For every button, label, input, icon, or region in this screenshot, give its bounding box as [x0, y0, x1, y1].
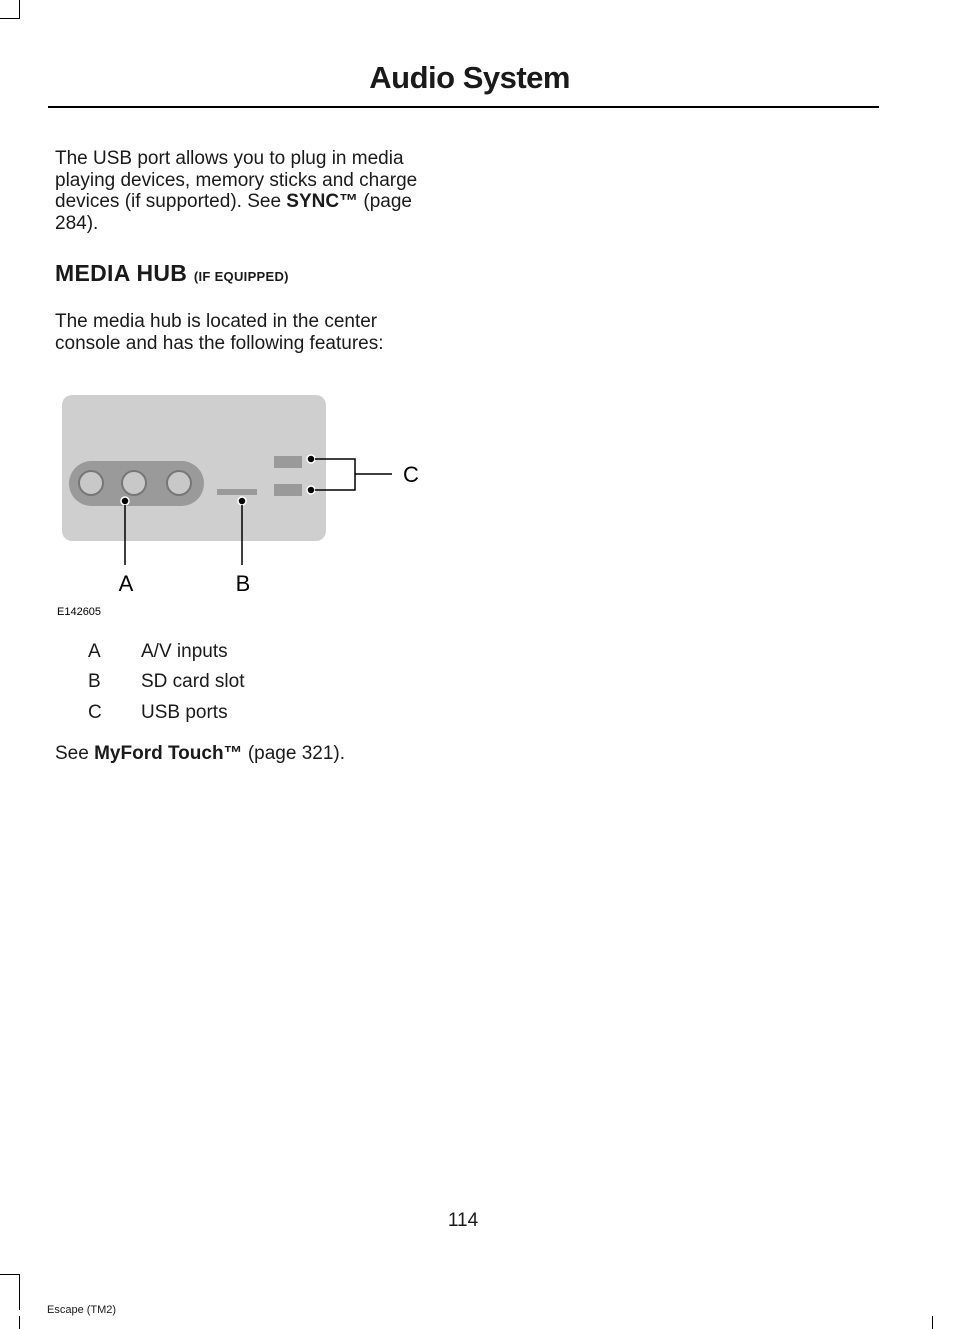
- crop-mark: [932, 1316, 933, 1329]
- section-heading-note: (IF EQUIPPED): [193, 269, 289, 284]
- footer-model: Escape (TM2): [47, 1304, 117, 1316]
- av-jack-icon: [122, 471, 146, 495]
- crop-mark: [19, 0, 20, 18]
- usb-port-icon: [274, 456, 302, 468]
- legend-value: A/V inputs: [141, 641, 228, 662]
- callout-dot: [307, 486, 315, 494]
- see-also: [55, 743, 475, 765]
- av-jack-icon: [167, 471, 191, 495]
- av-jack-icon: [79, 471, 103, 495]
- sync-link[interactable]: SYNC™: [286, 191, 359, 212]
- legend-value: USB ports: [141, 702, 228, 723]
- section-heading-text: MEDIA HUB: [55, 260, 188, 286]
- legend-value: SD card slot: [141, 671, 245, 692]
- see-also-page-ref: (page 321).: [242, 743, 346, 764]
- crop-mark: [0, 1274, 20, 1275]
- page-number: 114: [447, 1210, 479, 1231]
- section-body: The media hub is located in the center console and has the following features:: [55, 311, 384, 354]
- callout-dot: [238, 497, 246, 505]
- media-hub-figure: [50, 385, 430, 625]
- legend-key: A: [88, 641, 101, 662]
- section-heading: [55, 260, 289, 287]
- intro-text: The USB port allows you to plug in media playing devices, memory sticks and charge devices (if supported). See: [55, 148, 418, 212]
- usb-port-icon: [274, 484, 302, 496]
- title-rule: [48, 106, 879, 108]
- crop-mark: [19, 1316, 20, 1329]
- legend-key: C: [88, 702, 102, 723]
- myford-touch-link[interactable]: MyFord Touch™: [94, 743, 243, 764]
- callout-label-c: C: [403, 462, 419, 487]
- intro-paragraph: [55, 148, 450, 234]
- see-also-prefix: See: [55, 743, 95, 764]
- figure-code: E142605: [57, 606, 102, 618]
- callout-label-b: B: [235, 571, 251, 596]
- page-title: Audio System: [369, 60, 570, 95]
- crop-mark: [19, 1274, 20, 1310]
- legend-key: B: [88, 671, 101, 692]
- callout-dot: [121, 497, 129, 505]
- callout-dot: [307, 455, 315, 463]
- sd-card-slot-icon: [217, 489, 257, 495]
- intro-page-ref: (page 284).: [55, 191, 412, 234]
- callout-label-a: A: [118, 571, 134, 596]
- crop-mark: [0, 18, 20, 19]
